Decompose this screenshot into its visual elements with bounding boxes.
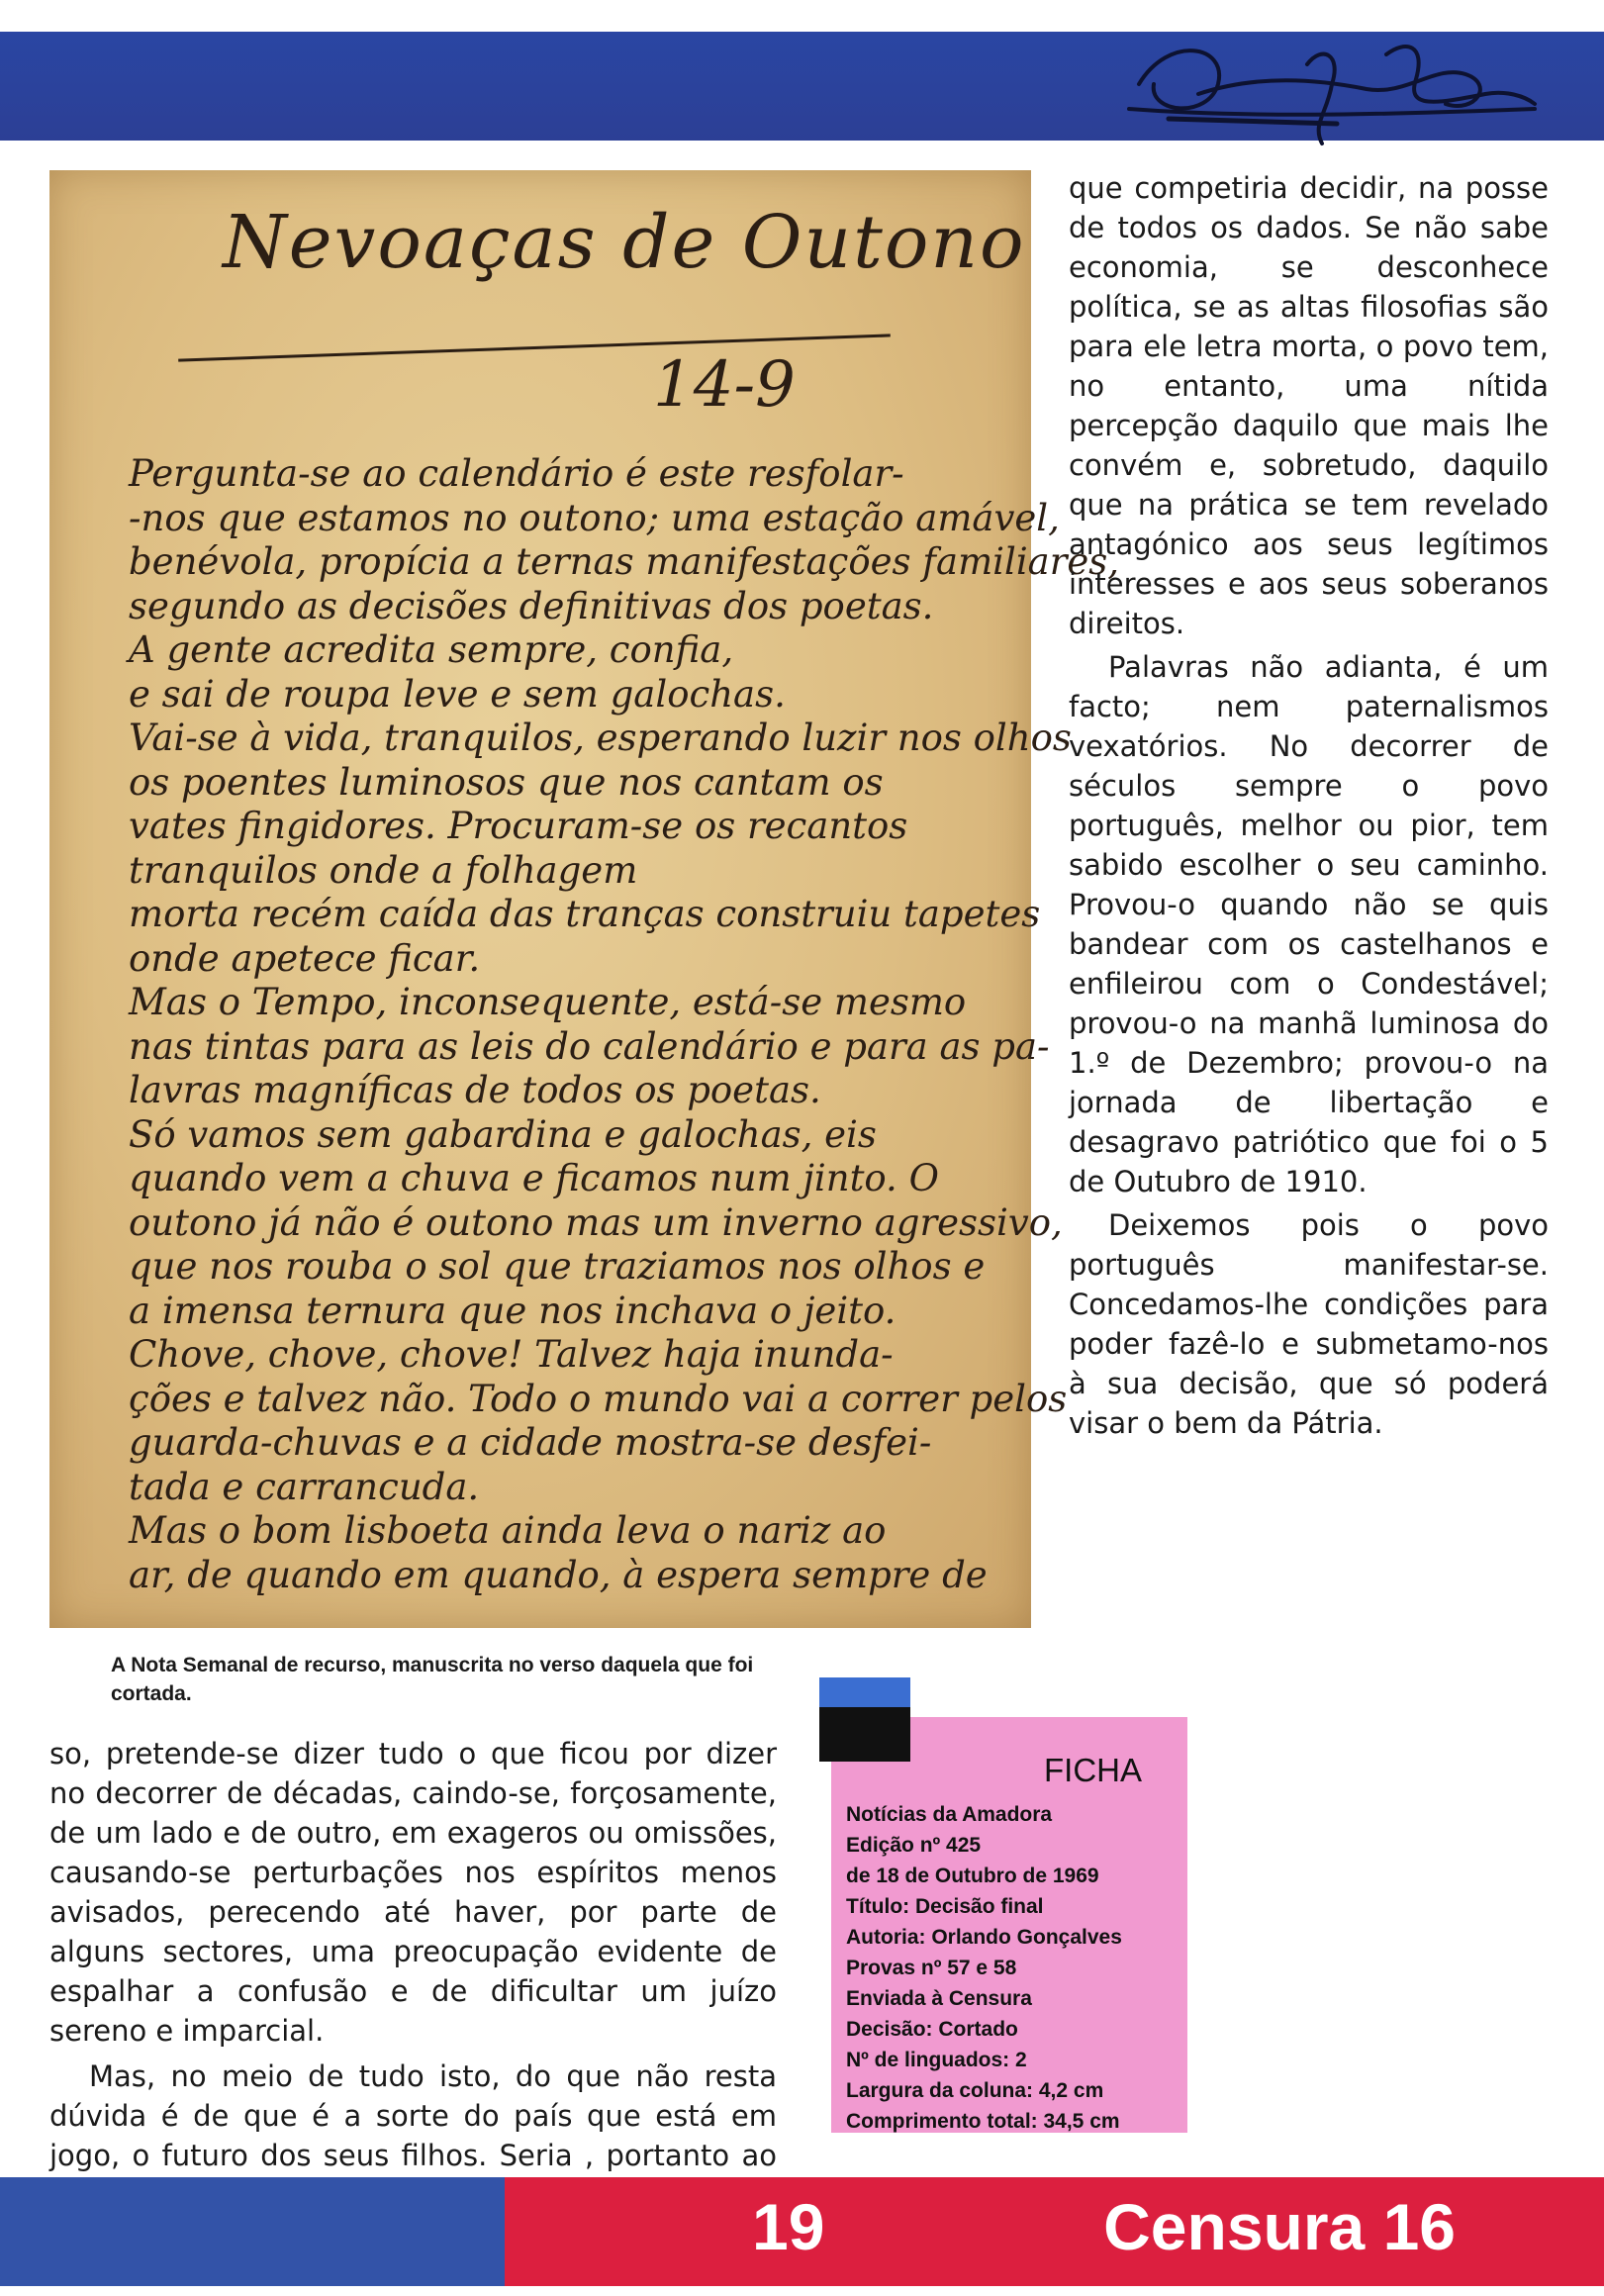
paragraph: Mas, no meio de tudo isto, do que não resta dúvida é de que é a sorte do país que está em jogo, o futuro dos seus filhos. Seria , portanto ao [49, 2059, 777, 2172]
footer-band-red [505, 2177, 1604, 2286]
manuscript-line: benévola, propícia a ternas manifestações familiares, [129, 540, 1120, 583]
manuscript-line: e sai de roupa leve e sem galochas. [129, 672, 786, 716]
manuscript-image [49, 170, 1120, 1628]
manuscript-date: 14-9 [653, 348, 796, 422]
ficha-item: Largura da coluna: 4,2 cm [846, 2079, 1104, 2102]
paragraph: so, pretende-se dizer tudo o que ficou por dizer no decorrer de décadas, caindo-se, forçosamente, de um lado e de outro, em exageros ou omissões, causando-se perturbações nos espíritos menos avisados, perecendo até haver, por parte de alguns sectores, uma preocupação evidente de espalhar a confusão e de dificultar um juízo sereno e imparcial. [49, 1737, 777, 2048]
manuscript-line: outono já não é outono mas um inverno agressivo, [129, 1200, 1063, 1244]
ficha-item: de 18 de Outubro de 1969 [846, 1865, 1099, 1887]
manuscript-line: -nos que estamos no outono; uma estação amável, [129, 496, 1060, 539]
ficha-item: Nº de linguados: 2 [846, 2049, 1027, 2071]
manuscript-line: Só vamos sem gabardina e galochas, eis [129, 1112, 877, 1156]
ficha-item: Autoria: Orlando Gonçalves [846, 1926, 1122, 1949]
ficha-item: Título: Decisão final [846, 1895, 1044, 1918]
ficha-item: Decisão: Cortado [846, 2018, 1018, 2041]
signature-image [1109, 25, 1545, 168]
footer-band [0, 2177, 1604, 2286]
manuscript-line: Pergunta-se ao calendário é este resfolar- [129, 452, 904, 495]
manuscript-line: a imensa ternura que nos inchava o jeito. [129, 1289, 896, 1332]
paragraph: Deixemos pois o povo português manifestar-se. Concedamos-lhe condições para poder fazê-lo e submetamo-nos à sua decisão, que só poderá visar o bem da Pátria. [1069, 1208, 1549, 1440]
ficha-item: Edição nº 425 [846, 1834, 982, 1857]
manuscript-line: os poentes luminosos que nos cantam os [129, 760, 884, 804]
manuscript-line: Mas o Tempo, inconsequente, está-se mesmo [129, 981, 967, 1023]
manuscript-line: Chove, chove, chove! Talvez haja inunda- [129, 1333, 894, 1376]
manuscript-line: onde apetece ficar. [129, 936, 481, 980]
manuscript-line: tranquilos onde a folhagem [129, 848, 638, 892]
paragraph: que competiria decidir, na posse de todos os dados. Se não sabe economia, se desconhece política, se as altas filosofias são para ele letra morta, o povo tem, no entanto, uma nítida percepção daquilo que mais lhe convém e, sobretudo, daquilo que na prática se tem revelado antagónico aos seus legítimos interesses e aos seus soberanos direitos. [1069, 171, 1549, 640]
manuscript-line: Mas o bom lisboeta ainda leva o nariz ao [129, 1509, 887, 1552]
page-number: 19 [752, 2190, 825, 2263]
manuscript-line: quando vem a chuva e ficamos num jinto. O [129, 1157, 939, 1199]
ficha-item: Notícias da Amadora [846, 1803, 1053, 1826]
manuscript-line: que nos rouba o sol que traziamos nos olhos e [129, 1245, 986, 1288]
footer-band-blue [0, 2177, 505, 2286]
article-column-bottom [49, 1734, 777, 2215]
manuscript-line: vates fingidores. Procuram-se os recantos [129, 805, 908, 847]
manuscript-line: segundo as decisões definitivas dos poetas. [129, 584, 934, 627]
manuscript-line: ções e talvez não. Todo o mundo vai a correr pelos [129, 1377, 1068, 1420]
article-column-right [1069, 168, 1549, 1443]
ficha-tab-dark [819, 1707, 910, 1762]
ficha-item: Provas nº 57 e 58 [846, 1957, 1017, 1979]
manuscript-line: Vai-se à vida, tranquilos, esperando luzir nos olhos [129, 717, 1072, 759]
image-caption: A Nota Semanal de recurso, manuscrita no verso daquela que foi cortada. [111, 1654, 754, 1705]
manuscript-line: nas tintas para as leis do calendário e para as pa- [129, 1024, 1050, 1068]
manuscript-line: morta recém caída das tranças construiu tapetes [129, 893, 1041, 935]
ficha-list [846, 1799, 1182, 2137]
manuscript-line: lavras magníficas de todos os poetas. [129, 1069, 821, 1111]
manuscript-line: guarda-chuvas e a cidade mostra-se desfei- [129, 1421, 932, 1464]
manuscript-line: tada e carrancuda. [129, 1465, 480, 1508]
ficha-tab-accent [819, 1677, 910, 1707]
section-title: Censura 16 [1103, 2190, 1456, 2263]
ficha-item: Comprimento total: 34,5 cm [846, 2110, 1120, 2133]
manuscript-title: Nevoaças de Outono [223, 200, 1026, 285]
manuscript-line: ar, de quando em quando, à espera sempre de [129, 1553, 988, 1596]
ficha-title: FICHA [1044, 1752, 1142, 1788]
ficha-item: Enviada à Censura [846, 1987, 1032, 2010]
manuscript-line: A gente acredita sempre, confia, [129, 628, 734, 671]
paragraph: Palavras não adianta, é um facto; nem paternalismos vexatórios. No decorrer de séculos sempre o povo português, melhor ou pior, tem sabido escolher o seu caminho. Provou-o quando não se quis bandear com os castelhanos e enfileirou com o Condestável; provou-o na manhã luminosa do 1.º de Dezembro; provou-o na jornada de libertação e desagravo patriótico que foi o 5 de Outubro de 1910. [1069, 650, 1549, 1198]
